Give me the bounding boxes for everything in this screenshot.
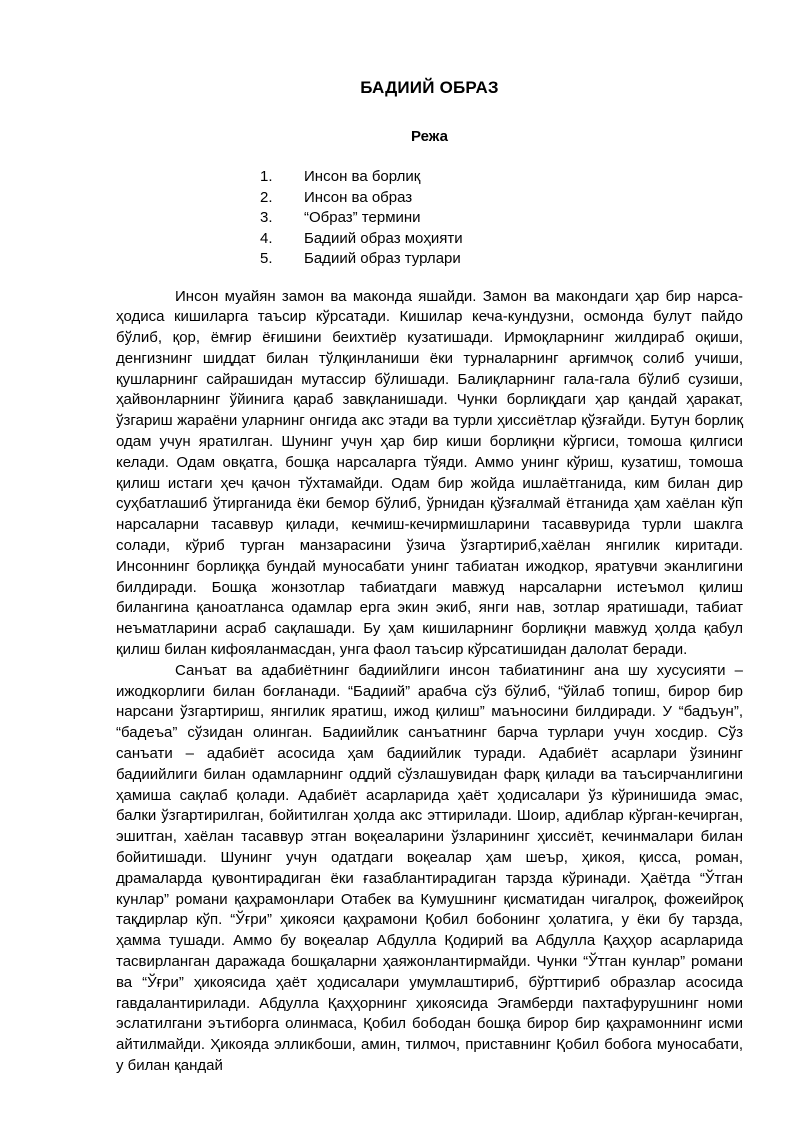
plan-item-number: 4. (260, 229, 273, 247)
plan-item-text: Бадиий образ моҳияти (304, 229, 463, 247)
plan-item (260, 208, 743, 229)
plan-item (260, 188, 743, 209)
body-paragraph: Инсон муайян замон ва маконда яшайди. Замон ва макондаги ҳар бир нарса-ҳодиса кишиларга таъсир кўрсатади. Кишилар кеча-кундузни, осмонда булут пайдо бўлиб, қор, ёмғир ёғишини беихтиёр кузатишади. Ирмоқларнинг жилдираб оқиши, денгизнинг шиддат билан тўлқинланиши ёки турналарнинг арғимчоқ солиб учиши, қушларнинг сайрашидан мутассир бўлишади. Балиқларнинг гала-гала бўлиб сузиши, ҳайвонларнинг ўйинига қараб завқланишади. Чунки борлиқдаги ҳар қандай ҳаракат, ўзгариш жараёни уларнинг онгида акс этади ва турли ҳиссиётлар қўзғайди. Бутун борлиқ одам учун яратилган. Шунинг учун ҳар бир киши борлиқни кўргиси, томоша қилгиси келади. Одам овқатга, бошқа нарсаларга тўяди. Аммо унинг кўриш, кузатиш, томоша қилиш истаги ҳеч қачон тўхтамайди. Одам бир жойда ишлаётганида, ким билан дир суҳбатлашиб ўтирганида ёки бемор бўлиб, ўрнидан қўзғалмай ётганида ҳам хаёлан кўп нарсаларни тасаввур қилади, кечмиш-кечирмишларини тасаввурида турли шаклга солади, кўриб турган манзарасини ўзича ўзгартириб,хаёлан янгилик киритади. Инсоннинг борлиққа бундай муносабати унинг табиатан ижодкор, яратувчи эканлигини билдиради. Бошқа жонзотлар табиатдаги мавжуд нарсаларни истеъмол қилиш билангина қаноатланса одамлар ерга экин экиб, янги нав, зотлар яратишади, табиат неъматларини асраб сақлашади. Бу ҳам кишиларнинг борлиқни мавжуд ҳолда қабул қилиш билан кифояланмасдан, унга фаол таъсир кўрсатишидан далолат беради. (116, 287, 743, 659)
plan-item (260, 249, 743, 270)
plan-item-number: 3. (260, 209, 273, 226)
plan-item-number: 5. (260, 250, 273, 267)
plan-item-number: 2. (260, 188, 273, 206)
plan-item-text: Инсон ва борлиқ (304, 168, 421, 185)
plan-item (260, 229, 743, 250)
plan-heading: Режа (411, 128, 448, 145)
plan-item-text: Инсон ва образ (304, 188, 413, 206)
body-paragraph: Санъат ва адабиётнинг бадиийлиги инсон табиатининг ана шу хусусияти – ижодкорлиги билан боғланади. “Бадиий” арабча сўз бўлиб, “ўйлаб топиш, бирор бир нарсани ўзгартириш, янгилик яратиш, ижод қилиш” маъносини билдиради. У “бадъун”, “бадеъа” сўзидан олинган. Бадиийлик санъатнинг барча турлари учун хосдир. Сўз санъати – адабиёт асосида ҳам бадиийлик туради. Адабиёт асарлари ўзининг бадиийлиги билан одамларнинг оддий сўзлашувидан фарқ қилади ва таъсирчанлигини ҳамиша сақлаб қолади. Адабиёт асарларида ҳаёт ҳодисалари ўз кўринишида эмас, балки ўзгартирилган, бойитилган ҳолда акс эттирилади. Шоир, адиблар кўрган-кечирган, эшитган, хаёлан тасаввур этган воқеаларини ўзларининг ҳиссиёт, кечинмалари билан бойитишади. Шунинг учун одатдаги воқеалар ҳам шеър, ҳикоя, қисса, роман, драмаларда қувонтирадиган ёки ғазаблантирадиган тарзда кўринади. Ҳаётда “Ўтган кунлар” романи қаҳрамонлари Отабек ва Кумушнинг қисматидан чигалроқ, фожеийроқ тақдирлар кўп. “Ўғри” ҳикояси қаҳрамони Қобил бобонинг ҳолатига, у ёки бу тарзда, ҳамма тушади. Аммо бу воқеалар Абдулла Қодирий ва Абдулла Қаҳҳор асарларида тасвирланган даражада бошқаларни ҳаяжонлантирмайди. Чунки “Ўтган кунлар” романи ва “Ўғри” ҳикоясида ҳаёт ҳодисалари умумлаштириб, бўрттириб образлар асосида гавдалантирилади. Абдулла Қаҳҳорнинг ҳикоясида Эгамберди пахтафурушнинг номи эслатилгани эътиборга олинмаса, Қобил бободан бошқа бирор бир қаҳрамоннинг исми айтилмайди. Ҳикояда элликбоши, амин, тилмоч, приставнинг Қобил бобога муносабати, у билан қандай (116, 661, 743, 1074)
document-title: БАДИИЙ ОБРАЗ (360, 78, 499, 97)
plan-list (260, 167, 743, 270)
plan-item-text: Бадиий образ турлари (304, 250, 461, 267)
plan-item-text: “Образ” термини (304, 209, 421, 226)
plan-item-number: 1. (260, 168, 273, 185)
plan-item (260, 167, 743, 188)
